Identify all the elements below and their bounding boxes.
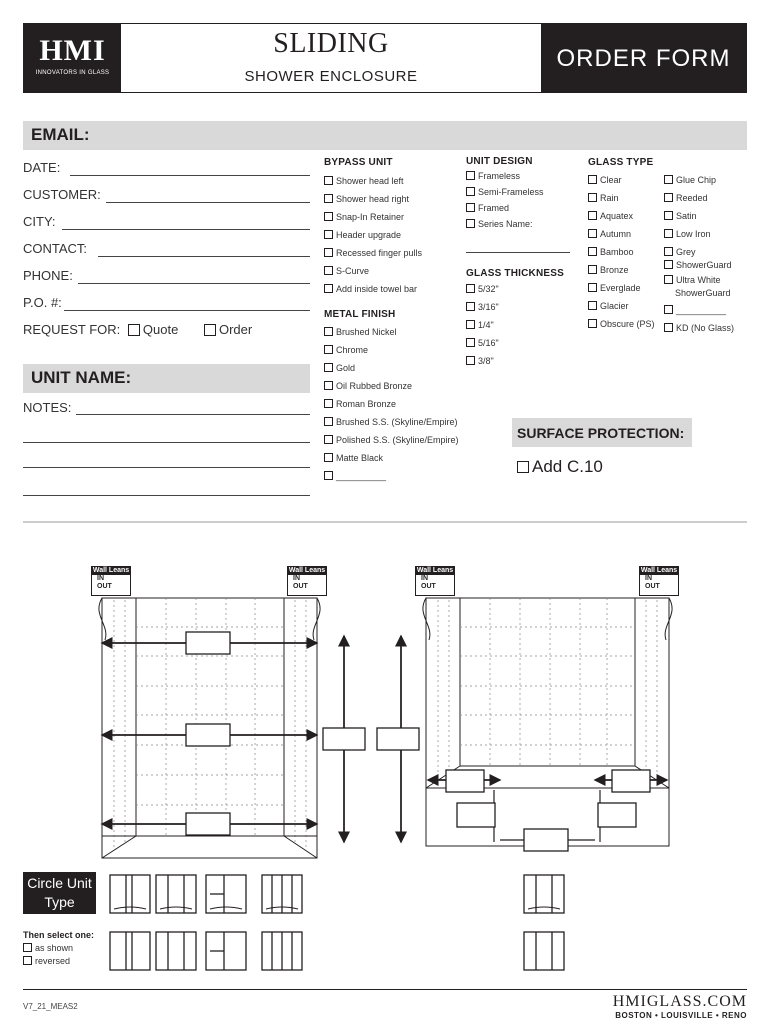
header bbox=[23, 23, 747, 93]
checkbox-icon[interactable] bbox=[324, 471, 333, 480]
as-shown-option[interactable] bbox=[23, 943, 73, 953]
series-name-line[interactable] bbox=[466, 252, 570, 253]
contact-label: CONTACT: bbox=[23, 241, 88, 256]
checkbox-option[interactable] bbox=[466, 187, 544, 203]
footer-divider bbox=[23, 989, 747, 990]
wall-leans-title: Wall Leans bbox=[288, 567, 326, 574]
checkbox-icon[interactable] bbox=[466, 338, 475, 347]
checkbox-icon[interactable] bbox=[664, 323, 673, 332]
unit-name-label: UNIT NAME: bbox=[31, 368, 132, 387]
checkbox-option[interactable] bbox=[324, 381, 459, 399]
option-label: Brushed S.S. (Skyline/Empire) bbox=[336, 417, 458, 427]
option-label: Recessed finger pulls bbox=[336, 248, 423, 258]
checkbox-option[interactable] bbox=[324, 435, 459, 453]
surface-protection-heading: SURFACE PROTECTION: bbox=[517, 425, 685, 441]
checkbox-icon[interactable] bbox=[466, 320, 475, 329]
glass-thickness-options bbox=[466, 284, 499, 374]
checkbox-icon[interactable] bbox=[466, 302, 475, 311]
notes-label: NOTES: bbox=[23, 400, 72, 415]
checkbox-icon[interactable] bbox=[324, 399, 333, 408]
checkbox-option[interactable] bbox=[466, 203, 544, 219]
checkbox-icon[interactable] bbox=[466, 203, 475, 212]
option-label: __________ bbox=[336, 471, 387, 481]
customer-label: CUSTOMER: bbox=[23, 187, 101, 202]
form-code: V7_21_MEAS2 bbox=[23, 1002, 78, 1011]
customer-field[interactable] bbox=[106, 187, 310, 203]
checkbox-icon[interactable] bbox=[324, 230, 333, 239]
order-checkbox[interactable] bbox=[204, 324, 216, 336]
website: HMIGLASS.COM bbox=[612, 993, 747, 1010]
option-label: Frameless bbox=[478, 171, 521, 181]
checkbox-option[interactable] bbox=[324, 345, 459, 363]
checkbox-icon[interactable] bbox=[324, 284, 333, 293]
option-label: Glue Chip bbox=[676, 175, 717, 185]
email-label: EMAIL: bbox=[31, 125, 90, 144]
checkbox-option[interactable] bbox=[588, 265, 655, 283]
checkbox-option[interactable] bbox=[466, 338, 499, 356]
order-form-label: ORDER FORM bbox=[556, 45, 731, 72]
checkbox-icon[interactable] bbox=[664, 275, 673, 284]
checkbox-icon[interactable] bbox=[324, 363, 333, 372]
checkbox-option[interactable] bbox=[588, 211, 655, 229]
form-title: SLIDING bbox=[273, 28, 389, 59]
wall-leans-in: IN bbox=[421, 575, 428, 582]
checkbox-icon[interactable] bbox=[664, 247, 673, 256]
checkbox-option[interactable] bbox=[324, 327, 459, 345]
option-label: Chrome bbox=[336, 345, 369, 355]
checkbox-icon[interactable] bbox=[588, 319, 597, 328]
then-select-heading: Then select one: bbox=[23, 930, 95, 940]
checkbox-icon[interactable] bbox=[588, 301, 597, 310]
reversed-checkbox[interactable] bbox=[23, 956, 32, 965]
checkbox-option[interactable] bbox=[588, 301, 655, 319]
checkbox-option[interactable] bbox=[324, 212, 422, 230]
top-view-diagram bbox=[377, 598, 672, 851]
option-label: 5/16" bbox=[478, 338, 499, 348]
section-divider bbox=[23, 521, 747, 523]
option-label: Bronze bbox=[600, 265, 629, 275]
checkbox-icon[interactable] bbox=[324, 248, 333, 257]
city-field[interactable] bbox=[62, 214, 310, 230]
option-label: Gold bbox=[336, 363, 356, 373]
option-label: Low Iron bbox=[676, 229, 711, 239]
wall-leans-out: OUT bbox=[645, 583, 660, 590]
notes-line-2[interactable] bbox=[23, 428, 310, 443]
door-configuration-icon[interactable] bbox=[110, 932, 150, 970]
checkbox-option[interactable] bbox=[588, 283, 655, 301]
option-label: 5/32" bbox=[478, 284, 499, 294]
wall-leans-tag-1[interactable] bbox=[91, 566, 131, 596]
wall-leans-out: OUT bbox=[293, 583, 308, 590]
date-field[interactable] bbox=[70, 160, 310, 176]
checkbox-icon[interactable] bbox=[588, 283, 597, 292]
reversed-option[interactable] bbox=[23, 956, 70, 966]
checkbox-option[interactable] bbox=[664, 305, 749, 323]
po-label: P.O. #: bbox=[23, 295, 62, 310]
checkbox-option[interactable] bbox=[324, 194, 422, 212]
checkbox-icon[interactable] bbox=[664, 229, 673, 238]
checkbox-option[interactable] bbox=[664, 229, 749, 247]
front-view-diagram bbox=[99, 598, 365, 858]
checkbox-icon[interactable] bbox=[466, 171, 475, 180]
checkbox-option[interactable] bbox=[466, 284, 499, 302]
checkbox-option[interactable] bbox=[324, 417, 459, 435]
checkbox-option[interactable] bbox=[324, 248, 422, 266]
option-label: Autumn bbox=[600, 229, 632, 239]
option-label: ShowerGuard bbox=[676, 260, 732, 270]
checkbox-icon[interactable] bbox=[588, 211, 597, 220]
phone-label: PHONE: bbox=[23, 268, 73, 283]
door-configuration-icon[interactable] bbox=[262, 875, 302, 913]
metal-finish-heading: METAL FINISH bbox=[324, 309, 396, 320]
checkbox-option[interactable] bbox=[324, 471, 459, 489]
circle-unit-type-label: Circle Unit Type bbox=[27, 875, 92, 910]
city-label: CITY: bbox=[23, 214, 56, 229]
locations: BOSTON • LOUISVILLE • RENO bbox=[615, 1011, 747, 1020]
checkbox-icon[interactable] bbox=[588, 265, 597, 274]
option-label: Semi-Frameless bbox=[478, 187, 544, 197]
checkbox-icon[interactable] bbox=[324, 212, 333, 221]
checkbox-option[interactable] bbox=[664, 323, 749, 341]
option-label: Clear bbox=[600, 175, 622, 185]
checkbox-option[interactable] bbox=[466, 302, 499, 320]
logo-sub: INNOVATORS IN GLASS bbox=[35, 70, 110, 76]
request-for-label: REQUEST FOR: bbox=[23, 322, 121, 337]
email-bar bbox=[23, 121, 747, 150]
option-label: Reeded bbox=[676, 193, 708, 203]
quote-label: Quote bbox=[142, 322, 179, 337]
request-for-row bbox=[23, 322, 252, 337]
checkbox-icon[interactable] bbox=[324, 453, 333, 462]
contact-field[interactable] bbox=[98, 241, 310, 257]
checkbox-icon[interactable] bbox=[324, 417, 333, 426]
checkbox-option[interactable] bbox=[664, 274, 749, 305]
option-label: 3/8" bbox=[478, 356, 494, 366]
option-label: Rain bbox=[600, 193, 619, 203]
option-label: Oil Rubbed Bronze bbox=[336, 381, 413, 391]
checkbox-option[interactable] bbox=[664, 247, 749, 260]
option-label: Shower head left bbox=[336, 176, 404, 186]
door-configuration-icon[interactable] bbox=[262, 932, 302, 970]
notes-line-1[interactable] bbox=[76, 400, 310, 415]
checkbox-option[interactable] bbox=[588, 193, 655, 211]
option-label: Brushed Nickel bbox=[336, 327, 397, 337]
checkbox-icon[interactable] bbox=[466, 284, 475, 293]
wall-leans-title: Wall Leans bbox=[416, 567, 454, 574]
option-label: Shower head right bbox=[336, 194, 410, 204]
po-field[interactable] bbox=[64, 295, 310, 311]
checkbox-option[interactable] bbox=[324, 399, 459, 417]
as-shown-label: as shown bbox=[35, 943, 74, 953]
checkbox-icon[interactable] bbox=[466, 219, 475, 228]
door-configuration-icon[interactable] bbox=[524, 932, 564, 970]
checkbox-icon[interactable] bbox=[588, 193, 597, 202]
wall-leans-title: Wall Leans bbox=[92, 567, 130, 574]
option-label: Framed bbox=[478, 203, 510, 213]
checkbox-option[interactable] bbox=[324, 363, 459, 381]
checkbox-option[interactable] bbox=[324, 230, 422, 248]
option-label: Snap-In Retainer bbox=[336, 212, 405, 222]
checkbox-option[interactable] bbox=[466, 171, 544, 187]
wall-leans-tag-3[interactable] bbox=[415, 566, 455, 596]
option-label: Roman Bronze bbox=[336, 399, 397, 409]
checkbox-icon[interactable] bbox=[664, 175, 673, 184]
door-configuration-icon[interactable] bbox=[524, 875, 564, 913]
checkbox-option[interactable] bbox=[588, 319, 655, 337]
option-label: Ultra White ShowerGuard bbox=[675, 275, 731, 298]
checkbox-icon[interactable] bbox=[324, 345, 333, 354]
door-configuration-icon[interactable] bbox=[206, 932, 246, 970]
checkbox-option[interactable] bbox=[324, 453, 459, 471]
reversed-label: reversed bbox=[35, 956, 71, 966]
glass-type-col1 bbox=[588, 175, 655, 337]
checkbox-icon[interactable] bbox=[664, 305, 673, 314]
door-configuration-icon[interactable] bbox=[156, 875, 196, 913]
option-label: Polished S.S. (Skyline/Empire) bbox=[336, 435, 459, 445]
wall-leans-tag-2[interactable] bbox=[287, 566, 327, 596]
add-c10-label: Add C.10 bbox=[532, 457, 603, 476]
glass-thickness-heading: GLASS THICKNESS bbox=[466, 268, 565, 279]
door-configuration-icon[interactable] bbox=[156, 932, 196, 970]
wall-leans-in: IN bbox=[293, 575, 300, 582]
bypass-unit-options bbox=[324, 176, 422, 302]
add-c10-checkbox[interactable] bbox=[517, 461, 529, 473]
checkbox-icon[interactable] bbox=[466, 356, 475, 365]
checkbox-icon[interactable] bbox=[588, 229, 597, 238]
option-label: Series Name: bbox=[478, 219, 533, 229]
date-label: DATE: bbox=[23, 160, 61, 175]
wall-leans-in: IN bbox=[97, 575, 104, 582]
checkbox-icon[interactable] bbox=[324, 327, 333, 336]
checkbox-icon[interactable] bbox=[588, 247, 597, 256]
option-label: Bamboo bbox=[600, 247, 634, 257]
option-label: __________ bbox=[676, 305, 727, 315]
notes-line-3[interactable] bbox=[23, 453, 310, 468]
checkbox-icon[interactable] bbox=[324, 176, 333, 185]
bypass-unit-heading: BYPASS UNIT bbox=[324, 157, 393, 168]
checkbox-icon[interactable] bbox=[664, 211, 673, 220]
checkbox-option[interactable] bbox=[664, 260, 749, 274]
unit-design-heading: UNIT DESIGN bbox=[466, 156, 533, 167]
phone-field[interactable] bbox=[78, 268, 310, 284]
form-subtitle: SHOWER ENCLOSURE bbox=[244, 68, 418, 85]
option-label: Matte Black bbox=[336, 453, 384, 463]
checkbox-option[interactable] bbox=[588, 175, 655, 193]
option-label: Satin bbox=[676, 211, 697, 221]
checkbox-icon[interactable] bbox=[664, 193, 673, 202]
logo-main: HMI bbox=[39, 34, 106, 67]
wall-leans-tag-4[interactable] bbox=[639, 566, 679, 596]
checkbox-icon[interactable] bbox=[324, 381, 333, 390]
option-label: Add inside towel bar bbox=[336, 284, 418, 294]
enclosure-diagram bbox=[0, 555, 770, 870]
checkbox-icon[interactable] bbox=[664, 260, 673, 269]
checkbox-option[interactable] bbox=[588, 229, 655, 247]
wall-leans-out: OUT bbox=[421, 583, 436, 590]
checkbox-option[interactable] bbox=[664, 211, 749, 229]
wall-leans-title: Wall Leans bbox=[640, 567, 678, 574]
checkbox-icon[interactable] bbox=[324, 435, 333, 444]
option-label: Glacier bbox=[600, 301, 629, 311]
checkbox-option[interactable] bbox=[664, 175, 749, 193]
checkbox-option[interactable] bbox=[588, 247, 655, 265]
add-c10-option[interactable] bbox=[517, 457, 603, 477]
option-label: S-Curve bbox=[336, 266, 370, 276]
checkbox-icon[interactable] bbox=[324, 266, 333, 275]
checkbox-option[interactable] bbox=[466, 219, 544, 235]
door-configuration-icon[interactable] bbox=[110, 875, 150, 913]
checkbox-option[interactable] bbox=[466, 356, 499, 374]
metal-finish-options bbox=[324, 327, 459, 489]
glass-type-col2 bbox=[664, 175, 749, 341]
option-label: Aquatex bbox=[600, 211, 634, 221]
hmi-logo bbox=[24, 24, 121, 92]
unit-type-icons bbox=[100, 870, 580, 980]
wall-leans-in: IN bbox=[645, 575, 652, 582]
option-label: KD (No Glass) bbox=[676, 323, 735, 333]
order-label: Order bbox=[218, 322, 253, 337]
option-label: Obscure (PS) bbox=[600, 319, 655, 329]
option-label: 1/4" bbox=[478, 320, 494, 330]
quote-checkbox[interactable] bbox=[128, 324, 140, 336]
option-label: 3/16" bbox=[478, 302, 499, 312]
option-label: Header upgrade bbox=[336, 230, 402, 240]
glass-type-heading: GLASS TYPE bbox=[588, 157, 654, 168]
checkbox-option[interactable] bbox=[324, 176, 422, 194]
wall-leans-out: OUT bbox=[97, 583, 112, 590]
door-configuration-icon[interactable] bbox=[206, 875, 246, 913]
checkbox-option[interactable] bbox=[466, 320, 499, 338]
checkbox-option[interactable] bbox=[324, 266, 422, 284]
checkbox-option[interactable] bbox=[324, 284, 422, 302]
option-label: Everglade bbox=[600, 283, 641, 293]
as-shown-checkbox[interactable] bbox=[23, 943, 32, 952]
unit-design-options bbox=[466, 171, 544, 235]
notes-line-4[interactable] bbox=[23, 481, 310, 496]
checkbox-option[interactable] bbox=[664, 193, 749, 211]
checkbox-icon[interactable] bbox=[588, 175, 597, 184]
checkbox-icon[interactable] bbox=[324, 194, 333, 203]
option-label: Grey bbox=[676, 247, 696, 257]
checkbox-icon[interactable] bbox=[466, 187, 475, 196]
